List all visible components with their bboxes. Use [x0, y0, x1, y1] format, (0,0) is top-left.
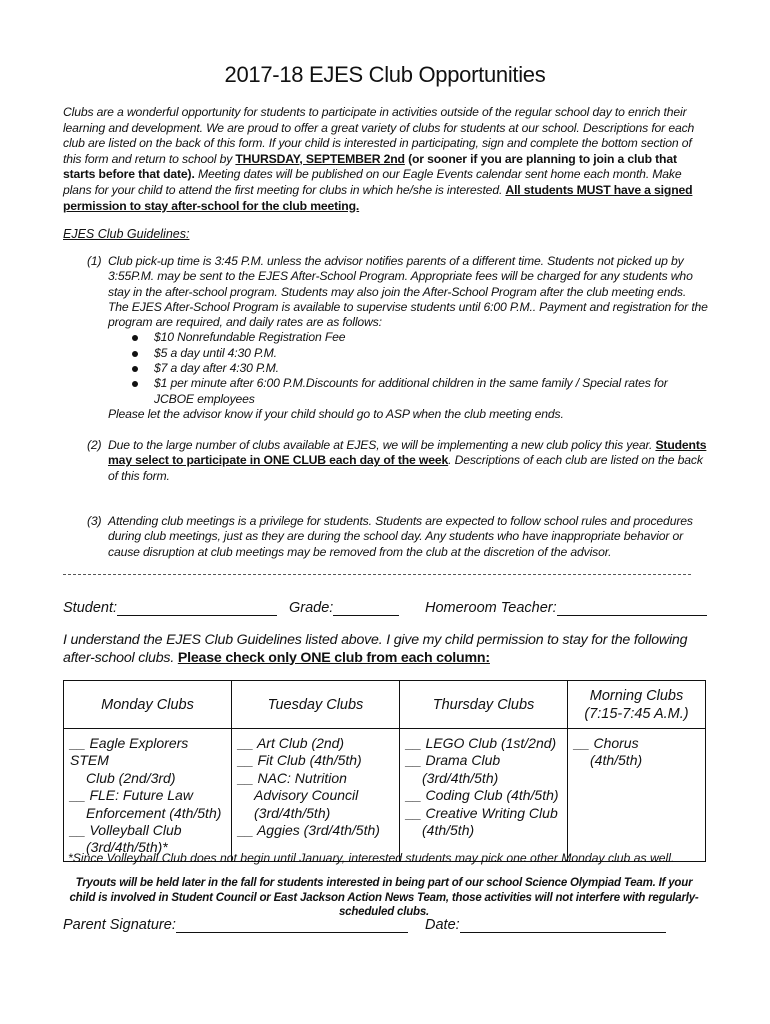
monday-clubs-cell [64, 729, 232, 862]
guideline-1 [87, 254, 709, 422]
bullet-icon [132, 335, 138, 341]
deadline-note: (or sooner if you are planning to join a club that starts before that date). [63, 151, 677, 182]
permission-text: I understand the EJES Club Guidelines listed above. I give my child permission to stay for the following after-school clubs. [63, 632, 688, 666]
club-option[interactable]: __ Aggies (3rd/4th/5th) [238, 822, 380, 839]
list-item: $7 a day after 4:30 P.M. [108, 361, 709, 376]
cut-line-divider [63, 574, 691, 575]
table-row [64, 729, 706, 862]
grade-field[interactable] [289, 600, 399, 616]
grade-blank[interactable] [333, 601, 399, 616]
tryouts-notice: Tryouts will be held later in the fall for students interested in being part of our school Science Olympiad Team. If your child is involved in Student Council or East Jackson Action News Team, those activities will not interfere with regularly-scheduled clubs. [69, 877, 699, 918]
column-header: Tuesday Clubs [232, 681, 400, 729]
bullet-icon [132, 351, 138, 357]
date-blank[interactable] [460, 918, 666, 933]
intro-paragraph [63, 105, 711, 214]
bullet-icon [132, 366, 138, 372]
club-option[interactable]: __ Fit Club (4th/5th) [238, 752, 362, 769]
student-field[interactable] [63, 600, 277, 616]
column-header: Monday Clubs [64, 681, 232, 729]
thursday-clubs-cell [400, 729, 568, 862]
date-field[interactable] [425, 917, 666, 933]
footnote: *Since Volleyball Club does not begin until January, interested students may pick one other Monday club as well. [68, 851, 675, 865]
must-notice: All students MUST have a signed permission to stay after-school for the club meeting. [63, 182, 693, 213]
column-header: Thursday Clubs [400, 681, 568, 729]
guidelines-heading: EJES Club Guidelines: [63, 227, 190, 241]
guideline-text: Attending club meetings is a privilege for students. Students are expected to follow school rules and procedures during club meetings, just as they are during the school day. Any students who have inappropriate behavior or cause disruption at club meetings may be removed from the club at the discretion of the advisor. [108, 514, 693, 559]
intro-text-2: Meeting dates will be published on our Eagle Events calendar sent home each month. Make plans for your child to attend the first meeting for clubs in which he/she is interested. [63, 167, 682, 197]
list-item: $5 a day until 4:30 P.M. [108, 346, 709, 361]
club-option[interactable]: __ Volleyball Club (3rd/4th/5th)* [70, 822, 182, 856]
club-option[interactable]: __ Eagle Explorers STEM Club (2nd/3rd) [70, 735, 189, 786]
tuesday-clubs-cell [232, 729, 400, 862]
parent-signature-field[interactable] [63, 917, 408, 933]
bullet-icon [132, 381, 138, 387]
guideline-number: (2) [87, 438, 102, 452]
student-label: Student: [63, 600, 118, 616]
date-label: Date: [425, 917, 460, 933]
guideline-2 [87, 438, 709, 484]
morning-clubs-cell [568, 729, 706, 862]
intro-text: Clubs are a wonderful opportunity for students to participate in activities outside of the regular school day to enrich their learning and development. We are proud to offer a great variety of clubs for students at our school. Descriptions for each club are listed on the back of this form. If your child is interested in participating, sign and complete the bottom section of this form and return to school by [63, 105, 695, 166]
permission-emphasis: Please check only ONE club from each column: [177, 649, 490, 666]
teacher-field[interactable] [425, 600, 707, 616]
club-option[interactable]: __ LEGO Club (1st/2nd) [406, 735, 557, 751]
clubs-table [63, 680, 706, 862]
guideline-emphasis: Students may select to participate in ONE CLUB each day of the week [108, 438, 707, 468]
list-item: $10 Nonrefundable Registration Fee [108, 330, 709, 345]
student-blank[interactable] [117, 601, 277, 616]
club-option[interactable]: __ Chorus (4th/5th) [574, 735, 643, 769]
guideline-text: Club pick-up time is 3:45 P.M. unless the advisor notifies parents of a different time. Students not picked up by 3:55P.M. may be sent to the EJES After-School Program. Appropriate fees will be charged for any students who stay in the after-school program. Students may also join the After-School Program after the club meeting ends. The EJES After-School Program is available to supervise students until 6:00 P.M.. Payment and registration for the program are required, and daily rates are as follows: [108, 254, 708, 330]
deadline-text: THURSDAY, SEPTEMBER 2nd [235, 151, 405, 166]
guideline-rest: . Descriptions of each club are listed on the back of this form. [108, 453, 703, 483]
guideline-3 [87, 514, 709, 560]
club-option[interactable]: __ FLE: Future Law Enforcement (4th/5th) [70, 787, 222, 821]
guideline-number: (3) [87, 514, 102, 528]
club-option[interactable]: __ Creative Writing Club (4th/5th) [406, 804, 558, 839]
club-option[interactable]: __ NAC: Nutrition Advisory Council (3rd/4th/5th) [238, 769, 359, 821]
guideline-text: Due to the large number of clubs available at EJES, we will be implementing a new club policy this year. [108, 438, 653, 452]
guideline-closing: Please let the advisor know if your child should go to ASP when the club meeting ends. [108, 406, 564, 421]
parent-signature-label: Parent Signature: [63, 917, 176, 933]
table-header-row [64, 681, 706, 729]
column-header: Morning Clubs (7:15-7:45 A.M.) [568, 681, 706, 729]
grade-label: Grade: [289, 600, 334, 616]
club-option[interactable]: __ Drama Club (3rd/4th/5th) [406, 752, 501, 786]
teacher-label: Homeroom Teacher: [425, 600, 557, 616]
club-option[interactable]: __ Coding Club (4th/5th) [406, 787, 559, 804]
teacher-blank[interactable] [557, 601, 707, 616]
club-option[interactable]: __ Art Club (2nd) [238, 735, 345, 751]
rates-list [108, 330, 709, 406]
permission-statement [63, 632, 713, 667]
guideline-number: (1) [87, 254, 102, 268]
parent-signature-blank[interactable] [176, 918, 408, 933]
page-title: 2017-18 EJES Club Opportunities [224, 62, 546, 87]
list-item: $1 per minute after 6:00 P.M.Discounts for additional children in the same family / Special rates for JCBOE employees [108, 376, 709, 407]
